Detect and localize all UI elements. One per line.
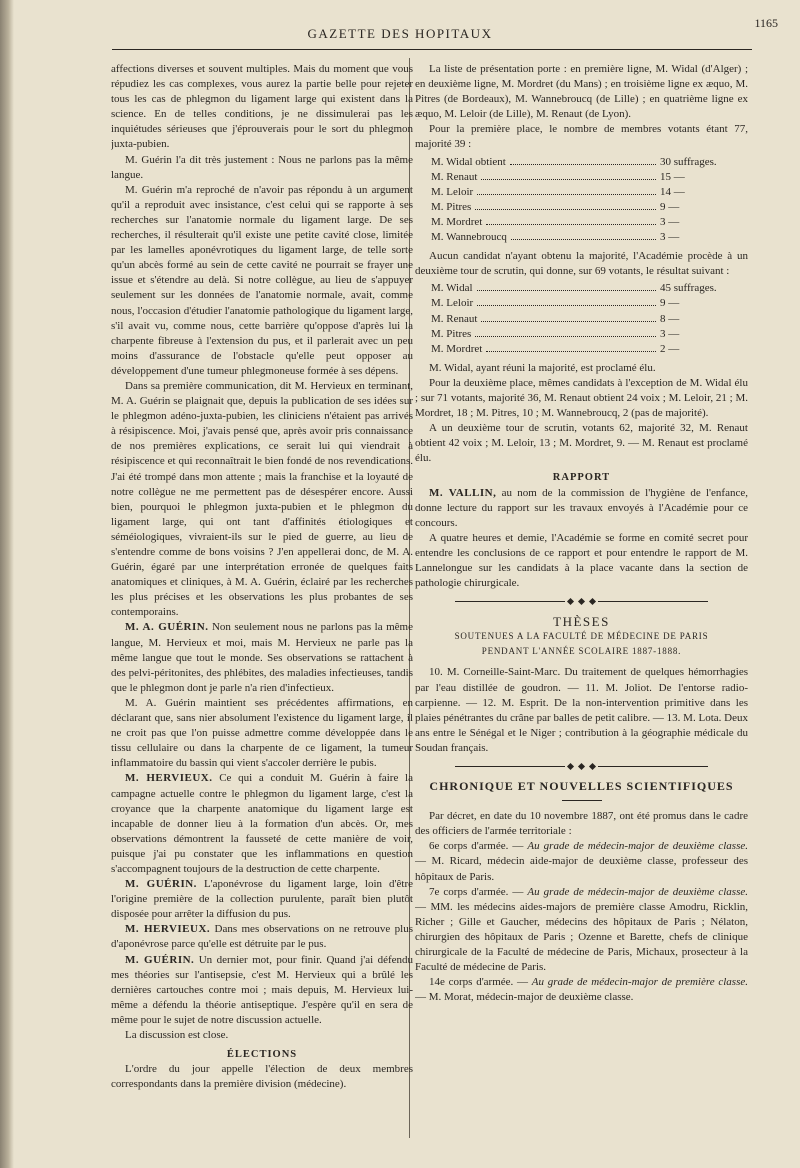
speaker-text: Un dernier mot, pour finir. Quand j'ai défendu mes théories sur l'antisepsie, c'est M. Hervieux qui a brûlé les dernières cartouches contre moi ; mais depuis, M. Hervieux lui-même a défendu la théorie antiseptique. J'espère qu'il en sera de même pour le sujet de notre discussion actuelle. [111,953,413,1026]
closing-line: La discussion est close. [125,1029,229,1041]
speaker-name: M. HERVIEUX. [125,772,213,785]
speaker-paragraph [111,922,413,952]
speaker-text: Non seulement nous ne parlons pas la même langue, M. Hervieux et moi, mais M. Hervieux ne parle pas la même langue que tout le monde. Ses observations se rattachent à des pelvi-péritonites, des phlébites, des maladies infectieuses, tandis que le phlegmon dont je parle n'a rien d'infectieux. [111,621,413,694]
vote-count: 3 — [660,231,680,244]
paragraph: Aucun candidat n'ayant obtenu la majorité, l'Académie procède à un deuxième tour de scrutin, qui donne, sur 69 votants, le résultat suivant : [415,250,748,278]
paragraph: A un deuxième tour de scrutin, votants 62, majorité 32, M. Renaut obtient 42 voix ; M. Leloir, 13 ; M. Mordret, 9. — M. Renaut est proclamé élu. [415,422,748,465]
vote-row [431,170,748,185]
speaker-name: M. HERVIEUX. [125,923,211,936]
vote-table-first-round [431,155,748,246]
vote-row [431,215,748,230]
candidate-name: M. Wannebroucq [431,231,507,244]
vote-row [431,155,748,170]
corps-names: — MM. les médecins aides-majors de première classe Amodru, Ricklin, Richer ; Gille et Gaucher, médecins des hôpitaux de Paris ; Nélaton, chirurgien des hôpitaux de Paris ; Ozenne et Barette, chefs de clinique chirurgicale de la Faculté de médecine de Paris, Michaux, prosecteur à la Faculté de médecine de Paris. [415,900,748,974]
vote-count: 2 — [660,342,680,355]
candidate-name: M. Widal obtient [431,155,506,168]
vote-row [431,342,748,357]
corps-label: 7e corps d'armée. — [429,885,528,898]
grade-label: Au grade de médecin-major de première classe. [531,976,748,989]
speaker-text: au nom de la commission de l'hygiène de l'enfance, donne lecture du rapport sur les travaux envoyés à l'Académie pour ce concours. [415,486,748,529]
paragraph: M. Widal, ayant réuni la majorité, est proclamé élu. [429,361,656,374]
vote-count: 45 suffrages. [660,282,717,295]
speaker-name: M. GUÉRIN. [125,878,197,891]
vote-row [431,200,748,215]
vote-count: 30 suffrages. [660,155,717,168]
candidate-name: M. Leloir [431,185,474,198]
theses-subtitle: SOUTENUES A LA FACULTÉ DE MÉDECINE DE PARIS [454,631,709,642]
grade-label: Au grade de médecin-major de deuxième classe. [527,840,748,853]
vote-row [431,230,748,245]
vote-row [431,185,748,200]
vote-count: 14 — [660,185,685,198]
section-title-elections: ÉLECTIONS [226,1049,298,1061]
candidate-name: M. Mordret [431,342,483,355]
speaker-name: M. VALLIN, [429,486,497,499]
chronique-title: CHRONIQUE ET NOUVELLES SCIENTIFIQUES [429,779,734,794]
speaker-paragraph [111,877,413,922]
corps-label: 14e corps d'armée. — [429,976,532,989]
journal-title: GAZETTE DES HOPITAUX [307,26,493,41]
speaker-text: Dans mes observations on ne retrouve plus d'aponévrose parce qu'elle est détruite par le pus. [111,923,413,951]
paragraph: Dans sa première communication, dit M. Hervieux en terminant, M. A. Guérin se plaignait que, depuis la publication de ses idées sur le phlegmon adéno-juxta-pubien, les cliniciens n'étaient pas arrivés à résipiscence. Moi, j'avais pensé que, après avoir pris connaissance de nos premières explications, ce serait lui qui viendrait à résipiscence et qui reconnaîtrait le bien fondé de nos revendications. J'ai été trompé dans mon attente ; mais la franchise et la loyauté de notre collègue ne me permettent pas de désespérer encore. Aussi bien, pourquoi le phlegmon juxta-pubien et le phlegmon du ligament large, qui ont tant d'affinités étiologiques et séméiologiques, vivraient-ils sur le pied de guerre, au lieu de s'entendre comme de bons voisins ? J'en appellerai donc, de M. A. Guérin, égaré par une interprétation erronée de quelques faits anatomiques et cliniques, à M. A. Guérin, éclairé par les recherches les plus précises et les observations les plus probantes de ses contemporains. [111,379,413,619]
paragraph: Par décret, en date du 10 novembre 1887, ont été promus dans le cadre des officiers de l'armée territoriale : [415,810,748,838]
speaker-paragraph [111,620,413,695]
vote-count: 15 — [660,170,685,183]
candidate-name: M. Leloir [431,297,474,310]
vote-row [431,296,748,311]
speaker-name: M. A. GUÉRIN. [125,621,209,634]
candidate-name: M. Mordret [431,215,483,228]
paragraph: M. Guérin l'a dit très justement : Nous ne parlons pas la même langue. [111,153,413,181]
theses-subtitle: PENDANT L'ANNÉE SCOLAIRE 1887-1888. [481,646,682,657]
candidate-name: M. Renaut [431,312,478,325]
vote-count: 9 — [660,200,680,213]
speaker-text: L'aponévrose du ligament large, loin d'être l'origine première de la collection purulente, paraît bien plutôt disposée pour arrêter la diffusion du pus. [111,878,413,921]
paragraph: Pour la deuxième place, mêmes candidats à l'exception de M. Widal élu ; sur 71 votants, majorité 36, M. Renaut obtient 24 voix ; M. Leloir, 21 ; M. Mordret, 18 ; M. Pitres, 10 ; M. Wannebroucq, 2 (pas de majorité). [415,376,748,420]
section-title-rapport: RAPPORT [552,472,611,484]
corps-entry [415,975,748,1005]
speaker-text: Ce qui a conduit M. Guérin à faire la campagne actuelle contre le phlegmon du ligament large, c'est la croyance que la charpente anatomique du ligament large est incapable de donner lieu à la formation d'un abcès. Or, mes observations démontrent la fausseté de cette manière de voir, puisque j'ai pu constater que les inflammations en question s'accompagnent toujours de la destruction de cette charpente. [111,772,413,875]
page-number: 1165 [754,16,778,30]
vote-table-second-round [431,281,748,356]
short-rule [562,800,602,801]
page-binding-edge [0,0,14,1168]
right-column [415,62,748,1140]
page-header [0,14,800,54]
speaker-paragraph [415,486,748,531]
paragraph: A quatre heures et demie, l'Académie se forme en comité secret pour entendre les conclusions de ce rapport et pour entendre le rapport de M. Lannelongue sur les candidats à la place vacante dans la section de pathologie chirurgicale. [415,531,748,590]
paragraph: La liste de présentation porte : en première ligne, M. Widal (d'Alger) ; en deuxième ligne, M. Mordret (du Mans) ; en troisième ligne ex æquo, M. Pitres (de Bordeaux), M. Wannebroucq (de Lille) ; en quatrième ligne ex æquo, M. Leloir (de Lille), M. Renaut (de Lyon). [415,63,748,121]
candidate-name: M. Widal [431,282,473,295]
candidate-name: M. Renaut [431,170,478,183]
paragraph: M. A. Guérin maintient ses précédentes affirmations, en déclarant que, sans nier absolument l'existence du ligament large, il ne croit pas que l'on puisse admettre comme développée dans le tissu cellulaire ou dans la charpente de ce ligament, la tumeur inflammatoire du bassin qui vient s'accoler derrière le pubis. [111,696,413,770]
header-rule [112,49,752,50]
theses-title: THÈSES [553,614,610,630]
left-column [111,62,413,1140]
grade-label: Au grade de médecin-major de deuxième classe. [527,885,748,898]
speaker-paragraph [111,771,413,877]
theses-list: 10. M. Corneille-Saint-Marc. Du traitement de quelques hémorrhagies par l'eau distillée de goudron. — 11. M. Joliot. De l'entorse radio-carpienne. — 12. M. Esprit. De la non-intervention primitive dans les plaies pénétrantes du crâne par balles de petit calibre. — 13. M. Lota. Deux ans entre le Sénégal et le Niger ; contribution à la géographie médicale du Soudan français. [415,666,748,754]
candidate-name: M. Pitres [431,200,472,213]
speaker-name: M. GUÉRIN. [125,953,195,966]
corps-label: 6e corps d'armée. — [429,840,528,853]
paragraph: affections diverses et souvent multiples. Mais du moment que vous répudiez les cas complexes, vous aurez la partie belle pour rejeter tous les cas de phlegmon du ligament large qui existent dans la science. En de telles conditions, je ne dissimulerai pas les inquiétudes sérieuses que j'éprouverais pour le sort du phlegmon juxta-pubien. [111,63,413,151]
speaker-paragraph [111,953,413,1028]
corps-entry [415,885,748,976]
paragraph: Pour la première place, le nombre de membres votants étant 77, majorité 39 : [415,123,748,151]
corps-names: — M. Morat, médecin-major de deuxième classe. [415,991,634,1004]
vote-count: 9 — [660,297,680,310]
vote-row [431,327,748,342]
vote-row [431,312,748,327]
candidate-name: M. Pitres [431,327,472,340]
vote-row [431,281,748,296]
vote-count: 3 — [660,327,680,340]
corps-entry [415,839,748,884]
vote-count: 8 — [660,312,680,325]
ornament-divider [415,764,748,769]
vote-count: 3 — [660,215,680,228]
corps-names: — M. Ricard, médecin aide-major de deuxième classe, professeur des hôpitaux de Paris. [415,855,748,883]
paragraph: M. Guérin m'a reproché de n'avoir pas répondu à un argument qu'il a reproduit avec insistance, c'est celui qui se rapporte à ses recherches sur l'anatomie normale du ligament large. De ses recherches, il résulterait qu'il existe une petite cavité close, limitée par les lamelles aponévrotiques du ligament large, de telle sorte qu'un abcès formé au sein de cette cavité ne pourrait se frayer une issue et s'étendre au delà. Si notre collègue, au lieu de s'appuyer seulement sur les données de l'anatomie normale, avait, comme nous, l'occasion d'étudier l'anatomie pathologique du ligament large, s'il avait vu, comme nous, cette barrière qu'oppose d'après lui la charpente fibreuse à l'extension du pus, et il parlerait avec un peu moins d'assurance de l'obstacle qu'elle peut opposer au développement d'une tumeur phlegmoneuse formée à ses dépens. [111,183,413,377]
paragraph: L'ordre du jour appelle l'élection de deux membres correspondants dans la première division (médecine). [111,1063,413,1091]
ornament-divider [415,599,748,604]
